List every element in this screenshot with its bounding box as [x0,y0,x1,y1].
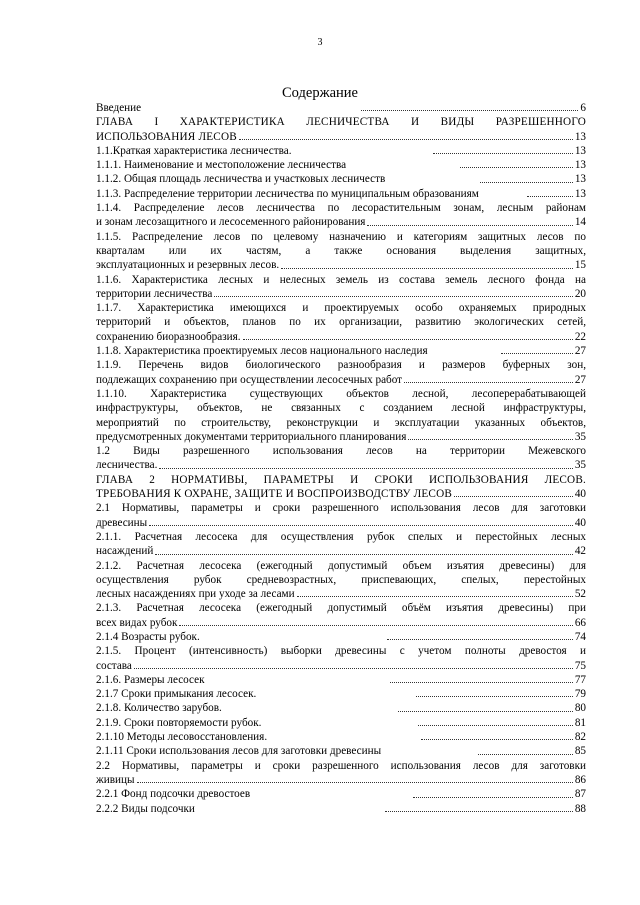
dot-leader [281,268,573,269]
toc-entry-line: 2.1.1. Расчетная лесосека для осуществления рубок спелых и перестойных лесных [96,530,586,543]
toc-entry-line: 2.1.2. Расчетная лесосека (ежегодный допустимый объем изъятия древесины) для [96,559,586,572]
toc-page-number: 82 [574,731,586,744]
dot-leader [361,110,579,111]
toc-page-number: 81 [574,716,586,729]
toc-entry-line: 1.1.5. Распределение лесов по целевому назначению и категориям защитных лесов по [96,230,586,243]
dot-leader [408,439,572,440]
toc-entry[interactable] [96,644,586,673]
toc-page-number: 27 [574,345,587,358]
dot-leader [460,167,572,168]
toc-entry[interactable] [96,473,586,502]
toc-page-number: 66 [574,616,586,629]
toc-page-number: 13 [574,159,586,172]
dot-leader [297,596,573,597]
toc-entry-text: 2.1.11 Сроки использования лесов для заготовки древесины [96,745,382,758]
dot-leader [149,525,573,526]
toc-entry[interactable] [96,230,586,273]
dot-leader [155,554,572,555]
toc-entry-text: предусмотренных документами территориального планирования [96,430,407,443]
toc-page-number: 40 [574,488,586,501]
toc-entry[interactable] [96,273,586,302]
toc-entry-line: территорий и объектов, планов по их организации, развитию экологических сетей, [96,316,586,329]
toc-entry[interactable] [96,759,586,788]
toc-entry[interactable] [96,501,586,530]
toc-page-number: 87 [574,788,587,801]
dot-leader [433,153,573,154]
toc-entry[interactable] [96,158,586,172]
toc-entry[interactable] [96,172,586,186]
toc-entry-text: 1.1.Краткая характеристика лесничества. [96,144,292,157]
toc-entry-line: 1.1.4. Распределение лесов лесничества по лесорастительным зонам, лесным районам [96,202,586,215]
dot-leader [243,339,573,340]
toc-entry[interactable] [96,701,586,715]
toc-page-number: 13 [574,144,586,157]
toc-page-number: 13 [574,187,587,200]
toc-entry-line: 2.1.5. Процент (интенсивность) выборки древесины с учетом полноты древостоя и [96,645,586,658]
toc-entry-line: осуществления рубок средневозрастных, приспевающих, спелых, перестойных [96,573,586,586]
toc-page-number: 77 [574,673,587,686]
toc-page-number: 52 [574,588,586,601]
toc-page-number: 14 [574,216,586,229]
dot-leader [421,739,573,740]
toc-entry-text: лесных насаждениях при уходе за лесами [96,588,295,601]
toc-entry[interactable] [96,301,586,344]
toc-entry-line: ГЛАВА 2 НОРМАТИВЫ, ПАРАМЕТРЫ И СРОКИ ИСПОЛЬЗОВАНИЯ ЛЕСОВ. [96,473,586,486]
toc-page-number: 80 [574,702,587,715]
toc-page-number: 13 [574,130,586,143]
toc-entry[interactable] [96,744,586,758]
toc-entry[interactable] [96,601,586,630]
dot-leader [134,668,573,669]
toc-entry-text: 2.1.4 Возрасты рубок. [96,630,200,643]
toc-entry-line: 1.1.10. Характеристика существующих объектов лесной, лесоперерабатывающей [96,387,586,400]
dot-leader [179,625,572,626]
toc-entry[interactable] [96,802,586,816]
toc-entry[interactable] [96,787,586,801]
toc-entry-text: древесины [96,516,148,529]
toc-entry-text: территории лесничества [96,287,213,300]
toc-entry-line: мероприятий по строительству, реконструкции и эксплуатации указанных объектов, [96,416,586,429]
toc-entry-text: 2.2.2 Виды подсочки [96,802,195,815]
dot-leader [239,139,573,140]
dot-leader [478,754,573,755]
dot-leader [413,797,573,798]
toc-entry-text: ИСПОЛЬЗОВАНИЯ ЛЕСОВ [96,130,237,143]
toc-entry-line: 2.1 Нормативы, параметры и сроки разрешенного использования лесов для заготовки [96,502,586,515]
toc-entry-line: 1.1.7. Характеристика имеющихся и проектируемых особо охраняемых природных [96,302,586,315]
toc-entry-text: эксплуатационных и резервных лесов. [96,259,280,272]
dot-leader [214,296,572,297]
toc-entry[interactable] [96,344,586,358]
toc-page-number: 85 [574,745,586,758]
toc-entry[interactable] [96,101,586,115]
dot-leader [527,196,573,197]
toc-entry-text: 1.1.8. Характеристика проектируемых лесов национального наследия [96,345,428,358]
toc-entry[interactable] [96,444,586,473]
toc-entry-text: 2.1.7 Сроки примыкания лесосек. [96,688,257,701]
toc-entry[interactable] [96,730,586,744]
dot-leader [418,725,573,726]
table-of-contents [96,101,586,816]
toc-page-number: 42 [574,545,586,558]
toc-entry[interactable] [96,387,586,444]
dot-leader [159,468,572,469]
toc-entry-text: лесничества. [96,459,158,472]
toc-entry-line: ГЛАВА I ХАРАКТЕРИСТИКА ЛЕСНИЧЕСТВА И ВИДЫ РАЗРЕШЕННОГО [96,116,586,129]
toc-page-number: 86 [574,773,586,786]
toc-entry-text: 1.1.1. Наименование и местоположение лесничества [96,159,347,172]
toc-page-number: 40 [574,516,586,529]
toc-entry-text: 2.2.1 Фонд подсочки древостоев [96,788,251,801]
dot-leader [385,811,573,812]
toc-entry-text: Введение [96,102,142,114]
toc-page-number: 6 [580,102,587,114]
toc-entry-text: подлежащих сохранению при осуществлении лесосечных работ [96,373,403,386]
toc-entry[interactable] [96,559,586,602]
toc-entry-text: состава [96,659,132,672]
toc-entry-line: инфраструктуры, объектов, не связанных с созданием лесной инфраструктуры, [96,402,586,415]
toc-entry-text: всех видах рубок [96,616,178,629]
toc-page-number: 35 [574,430,586,443]
toc-entry-text: насаждений [96,545,154,558]
dot-leader [387,639,573,640]
toc-entry-text: 2.1.6. Размеры лесосек [96,673,205,686]
toc-entry-line: 2.1.3. Расчетная лесосека (ежегодный допустимый объём изъятия древесины) при [96,602,586,615]
dot-leader [480,182,573,183]
toc-entry[interactable] [96,144,586,158]
toc-entry-text: 1.1.3. Распределение территории лесничества по муниципальным образованиям [96,187,479,200]
toc-entry-text: живицы [96,773,135,786]
toc-entry[interactable] [96,716,586,730]
toc-page-number: 74 [574,630,587,643]
toc-page-number: 20 [574,287,586,300]
toc-page-number: 22 [574,330,586,343]
toc-entry-text: 2.1.8. Количество зарубов. [96,702,222,715]
toc-entry[interactable] [96,530,586,559]
toc-entry-line: 2.2 Нормативы, параметры и сроки разрешенного использования лесов для заготовки [96,759,586,772]
dot-leader [367,225,572,226]
toc-entry-text: ТРЕБОВАНИЯ К ОХРАНЕ, ЗАЩИТЕ И ВОСПРОИЗВОДСТВУ ЛЕСОВ [96,488,453,501]
toc-entry-text: 2.1.10 Методы лесовосстановления. [96,731,268,744]
dot-leader [390,682,573,683]
dot-leader [454,496,573,497]
toc-page-number: 15 [574,259,586,272]
toc-entry[interactable] [96,673,586,687]
toc-page-number: 35 [574,459,586,472]
dot-leader [501,353,573,354]
toc-entry[interactable] [96,201,586,230]
toc-page-number: 13 [574,173,586,186]
toc-entry-line: кварталам или их частям, а также основания выделения защитных, [96,244,586,257]
toc-entry-text: 1.1.2. Общая площадь лесничества и участковых лесничеств [96,173,386,186]
toc-page-number: 79 [574,688,587,701]
toc-entry[interactable] [96,115,586,144]
toc-page-number: 75 [574,659,586,672]
toc-entry[interactable] [96,187,586,201]
page-title: Содержание [282,85,358,101]
toc-entry-text: и зонам лесозащитного и лесосеменного районирования [96,216,366,229]
toc-page-number: 88 [574,802,586,815]
dot-leader [404,382,573,383]
dot-leader [137,782,573,783]
toc-entry-line: 1.1.9. Перечень видов биологического разнообразия и размеров буферных зон, [96,359,586,372]
toc-page-number: 27 [574,373,586,386]
toc-entry[interactable] [96,687,586,701]
toc-entry-text: 2.1.9. Сроки повторяемости рубок. [96,716,262,729]
toc-entry[interactable] [96,630,586,644]
dot-leader [416,696,573,697]
toc-entry-line: 1.2 Виды разрешенного использования лесов на территории Межевского [96,445,586,458]
toc-entry[interactable] [96,358,586,387]
toc-entry-text: сохранению биоразнообразия. [96,330,241,343]
toc-entry-line: 1.1.6. Характеристика лесных и нелесных земель из состава земель лесного фонда на [96,273,586,286]
dot-leader [398,711,572,712]
page-number: 3 [317,37,323,48]
